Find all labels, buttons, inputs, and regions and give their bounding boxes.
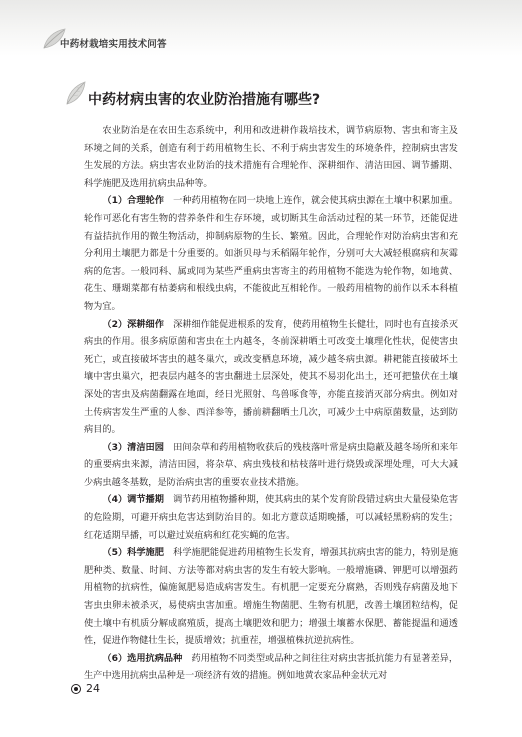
paragraph-text: 深耕细作能促进根系的发育，使药用植物生长健壮，同时也有直接杀灭病虫的作用。很多病原菌和害虫在土内越冬，冬前深耕晒土可改变土壤理化性状，促使害虫死亡，或直接破坏害虫的越冬巢穴，或改变栖息环境，减少越冬病虫源。耕耙能直接破坏土壤中害虫巢穴，把表层内越冬的害虫翻进土层深处，使其不易羽化出土，还可把蛰伏在土壤深处的害虫及病菌翻露在地面，经日光照射、鸟兽啄食等，亦能直接消灭部分病虫。例如对土传病害发生严重的人参、西洋参等，播前耕翻晒土几次，可减少土中病原菌数量，达到防病目的。 [84,318,459,436]
field-cleaning-paragraph [84,439,458,492]
tillage-paragraph [84,316,458,439]
paragraph-term: （2）深耕细作 [102,318,164,330]
paragraph-text: 药用植物不同类型或品种之间往往对病虫害抵抗能力有显著差异，生产中选用抗病虫品种是一项经济有效的措施。例如地黄农家品种金状元对 [84,652,459,682]
page-number-text: 24 [86,682,100,695]
page-number [71,682,100,695]
paragraph-text: 科学施肥能促进药用植物生长发育，增强其抗病虫害的能力，特别是施肥种类、数量、时间、方法等都对病虫害的发生有较大影响。一般增施磷、钾肥可以增强药用植物的抗病性，偏施氮肥易造成病害发生。有机肥一定要充分腐熟，否则残存病菌及地下害虫虫卵未被杀灭，易使病虫害加重。增施生物菌肥、生物有机肥，改善土壤团粒结构，促使土壤中有机质分解成腐殖质，提高土壤肥效和肥力；增强土壤蓄水保肥、蓄能提温和通透性，促进作物健壮生长，提质增效；抗重茬，增强植株抗逆抗病性。 [84,547,459,647]
fertilization-paragraph [84,544,458,650]
paragraph-text: 一种药用植物在同一块地上连作，就会使其病虫源在土壤中积累加重。轮作可恶化有害生物的营养条件和生存环境，或切断其生命活动过程的某一环节，还能促进有益拮抗作用的微生物活动，抑制病原物的生长、繁殖。因此，合理轮作对防治病虫害和充分利用土壤肥力都是十分重要的。如浙贝母与禾稻隔年轮作，分别可大大减轻根腐病和灰霉病的危害。一般同科、属或同为某些严重病虫害寄主的药用植物不能选为轮作物，如地黄、花生、珊瑚菜都有枯萎病和根线虫病，不能彼此互相轮作。一般药用植物的前作以禾本科植物为宜。 [84,195,459,312]
rotation-paragraph [84,192,458,315]
paragraph-text: 田间杂草和药用植物收获后的残枝落叶常是病虫隐蔽及越冬场所和来年的重要病虫来源，清洁田园，将杂草、病虫残枝和枯枝落叶进行烧毁或深埋处理，可大大减少病虫越冬基数，是防治病虫害的重要农业技术措施。 [84,441,459,488]
paragraph-term: （6）选用抗病品种 [102,652,183,664]
paragraph-term: （5）科学施肥 [102,547,164,559]
leaf-bullet-icon [64,80,88,106]
paragraph-term: （4）调节播期 [102,494,164,506]
paragraph-term: （3）清洁田园 [102,441,164,453]
intro-paragraph [84,122,458,192]
article-body [84,122,458,685]
paragraph-text: 调节药用植物播种期，使其病虫的某个发育阶段错过病虫大量侵染危害的危险期，可避开病虫危害达到防治目的。如北方薏苡适期晚播，可以减轻黑粉病的发生；红花适期早播，可以避过炭疽病和红花实蝇的危害。 [84,494,459,541]
resistant-variety-paragraph [84,650,458,685]
page-marker-icon [71,684,81,694]
sowing-time-paragraph [84,491,458,544]
page-heading: 中药材病虫害的农业防治措施有哪些? [88,92,321,108]
paragraph-term: （1）合理轮作 [102,195,164,207]
book-title: 中药材栽培实用技术问答 [60,39,167,50]
paragraph-text: 农业防治是在农田生态系统中，利用和改进耕作栽培技术，调节病原物、害虫和寄主及环境之间的关系，创造有利于药用植物生长、不利于病虫害发生的环境条件，控制病虫害发生发展的方法。病虫害农业防治的技术措施有合理轮作、深耕细作、清洁田园、调节播期、科学施肥及选用抗病虫品种等。 [84,125,458,189]
